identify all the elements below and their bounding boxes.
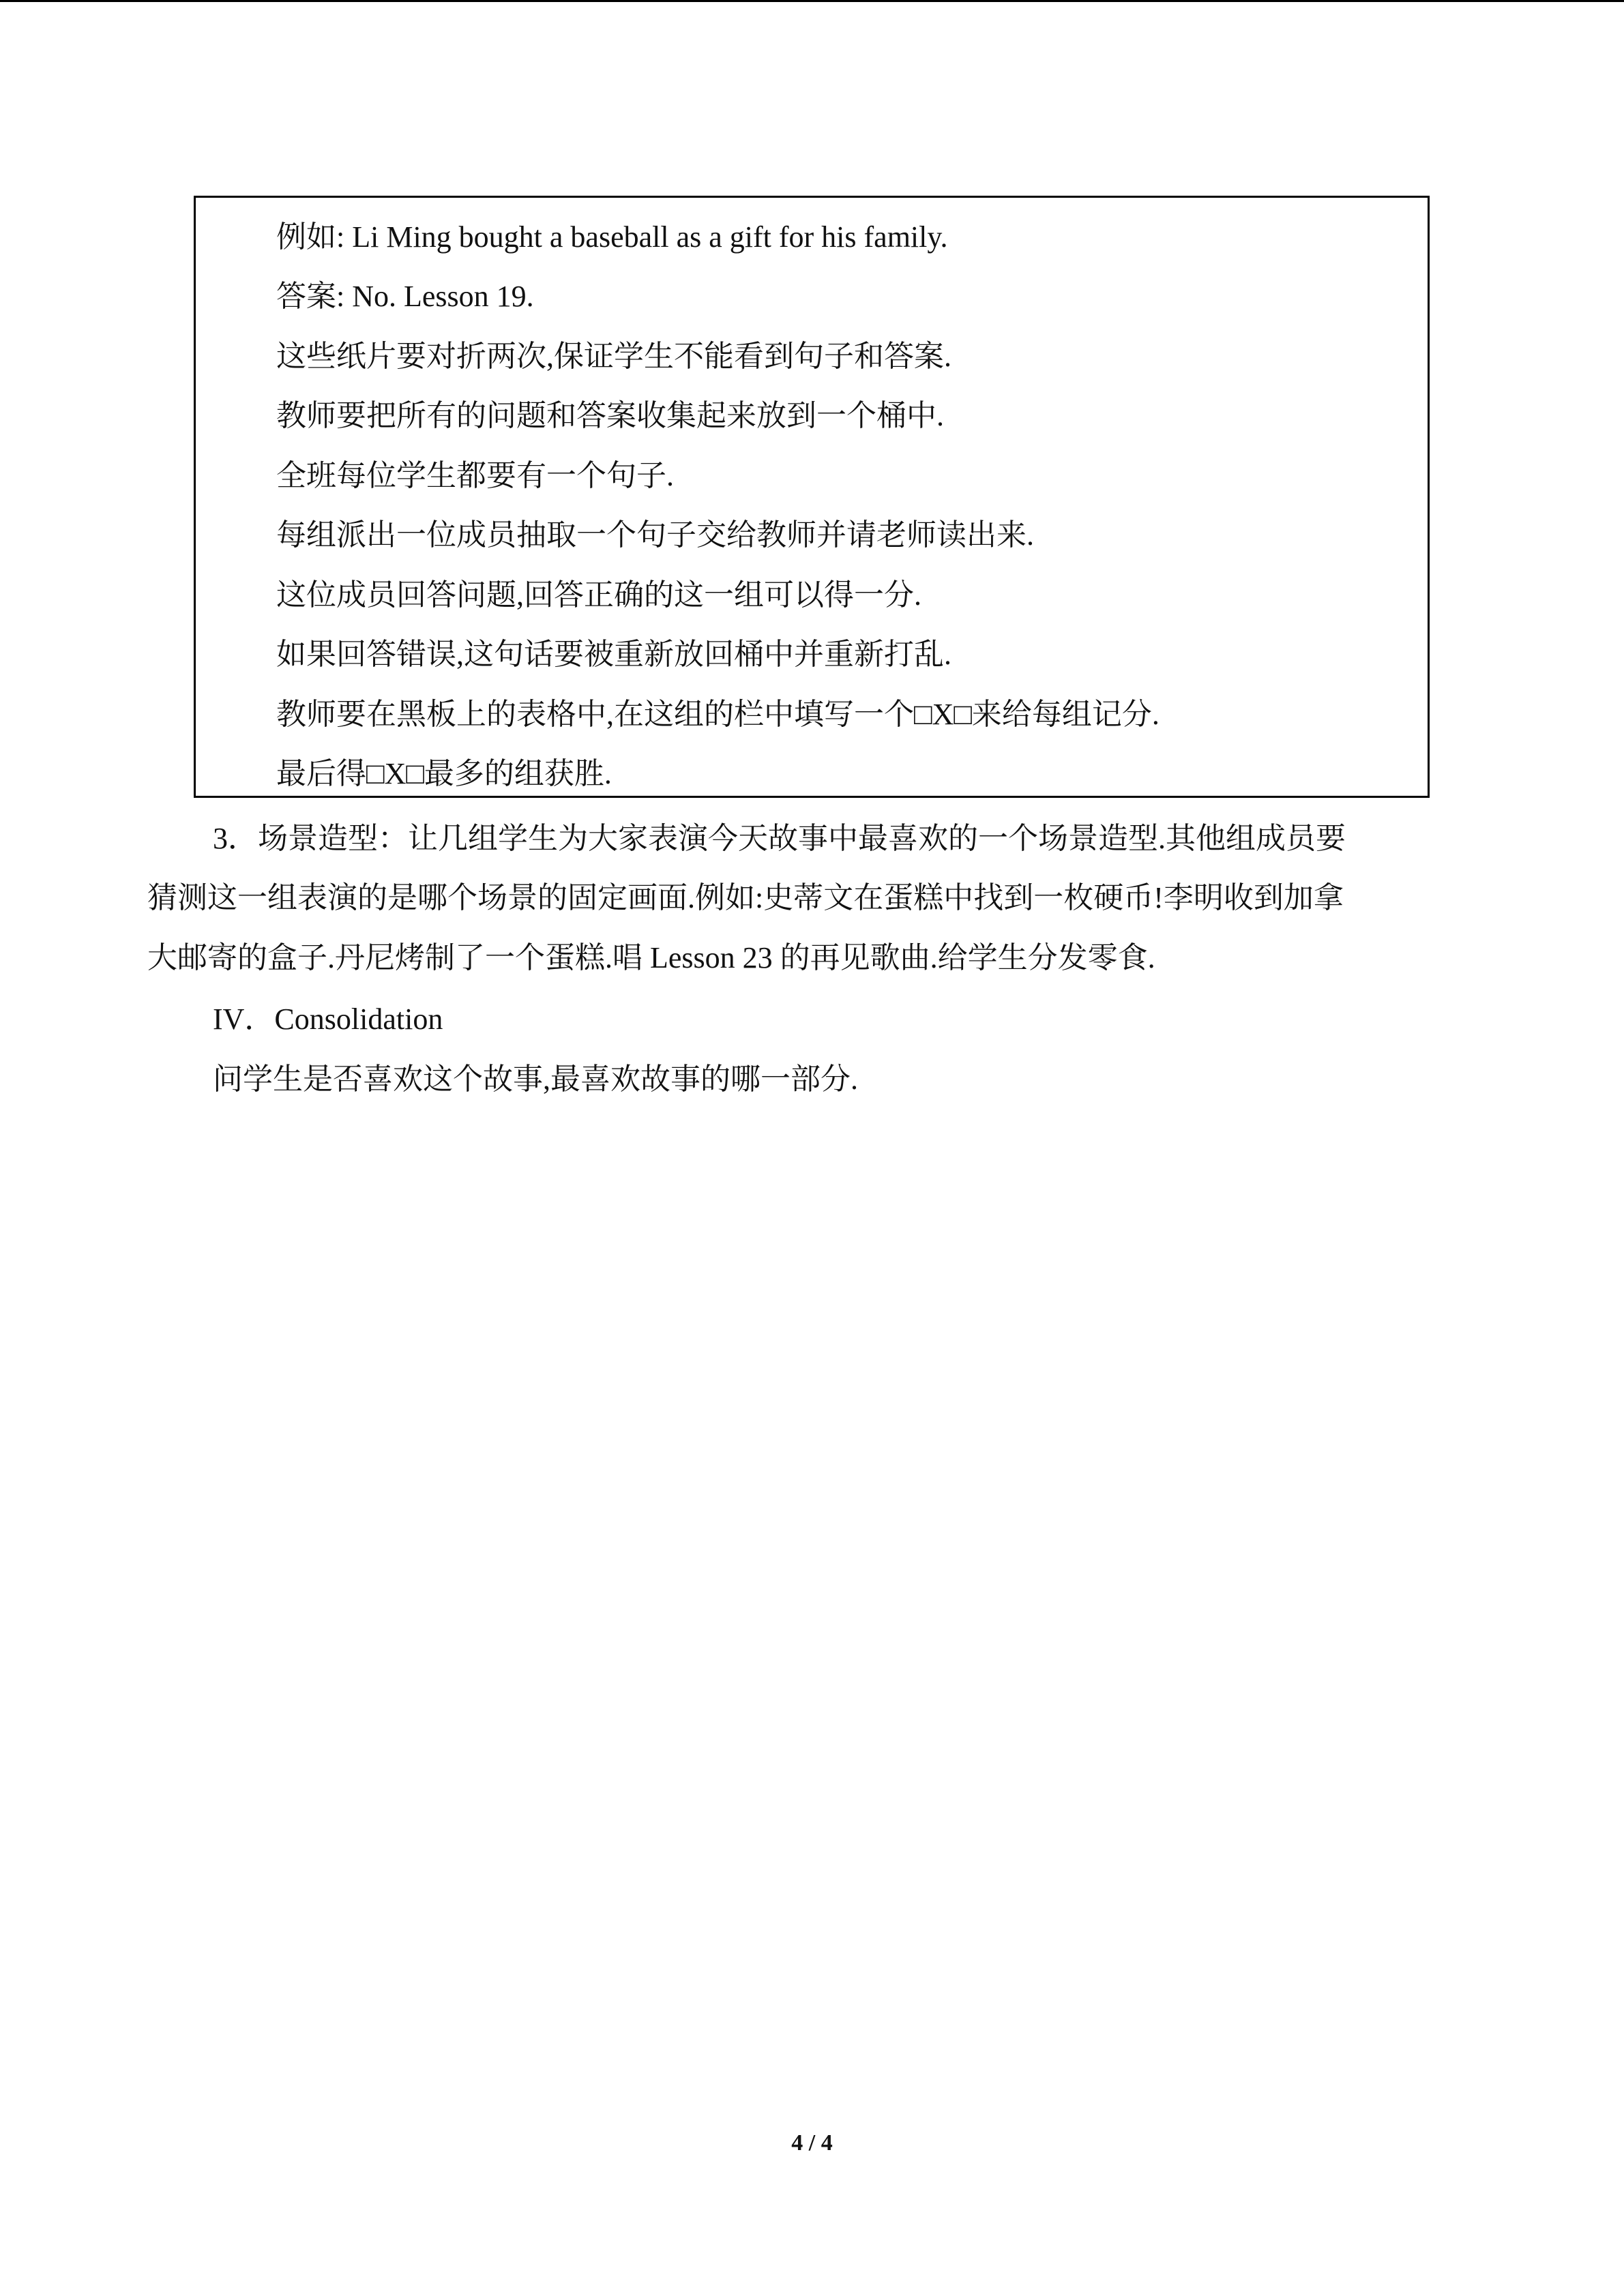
section3-line2: 猜测这一组表演的是哪个场景的固定画面.例如:史蒂文在蛋糕中找到一枚硬币!李明收到加拿 [147, 881, 1344, 914]
box-line-tally: 教师要在黑板上的表格中,在这组的栏中填写一个□X□来给每组记分. [276, 698, 1160, 731]
section3-line1: 3．场景造型：让几组学生为大家表演今天故事中最喜欢的一个场景造型.其他组成员要 [213, 822, 1346, 855]
box-line-collect: 教师要把所有的问题和答案收集起来放到一个桶中. [276, 399, 944, 432]
top-border-line [0, 0, 1624, 2]
box-line-answer: 答案: No. Lesson 19. [276, 280, 534, 313]
box-line-each: 全班每位学生都要有一个句子. [276, 459, 674, 492]
box-line-draw: 每组派出一位成员抽取一个句子交给教师并请老师读出来. [276, 518, 1034, 552]
section3-line3: 大邮寄的盒子.丹尼烤制了一个蛋糕.唱 Lesson 23 的再见歌曲.给学生分发零食. [147, 941, 1155, 974]
page-number: 4 / 4 [791, 2130, 833, 2156]
section4-heading: IV．Consolidation [213, 1002, 443, 1036]
box-line-winner: 最后得□X□最多的组获胜. [276, 757, 612, 790]
activity-instructions-box [194, 196, 1430, 798]
box-line-example: 例如: Li Ming bought a baseball as a gift for his family. [276, 220, 948, 254]
box-line-fold: 这些纸片要对折两次,保证学生不能看到句子和答案. [276, 340, 951, 373]
box-line-wrong: 如果回答错误,这句话要被重新放回桶中并重新打乱. [276, 638, 951, 671]
section4-text: 问学生是否喜欢这个故事,最喜欢故事的哪一部分. [213, 1062, 858, 1096]
box-line-score: 这位成员回答问题,回答正确的这一组可以得一分. [276, 578, 921, 612]
